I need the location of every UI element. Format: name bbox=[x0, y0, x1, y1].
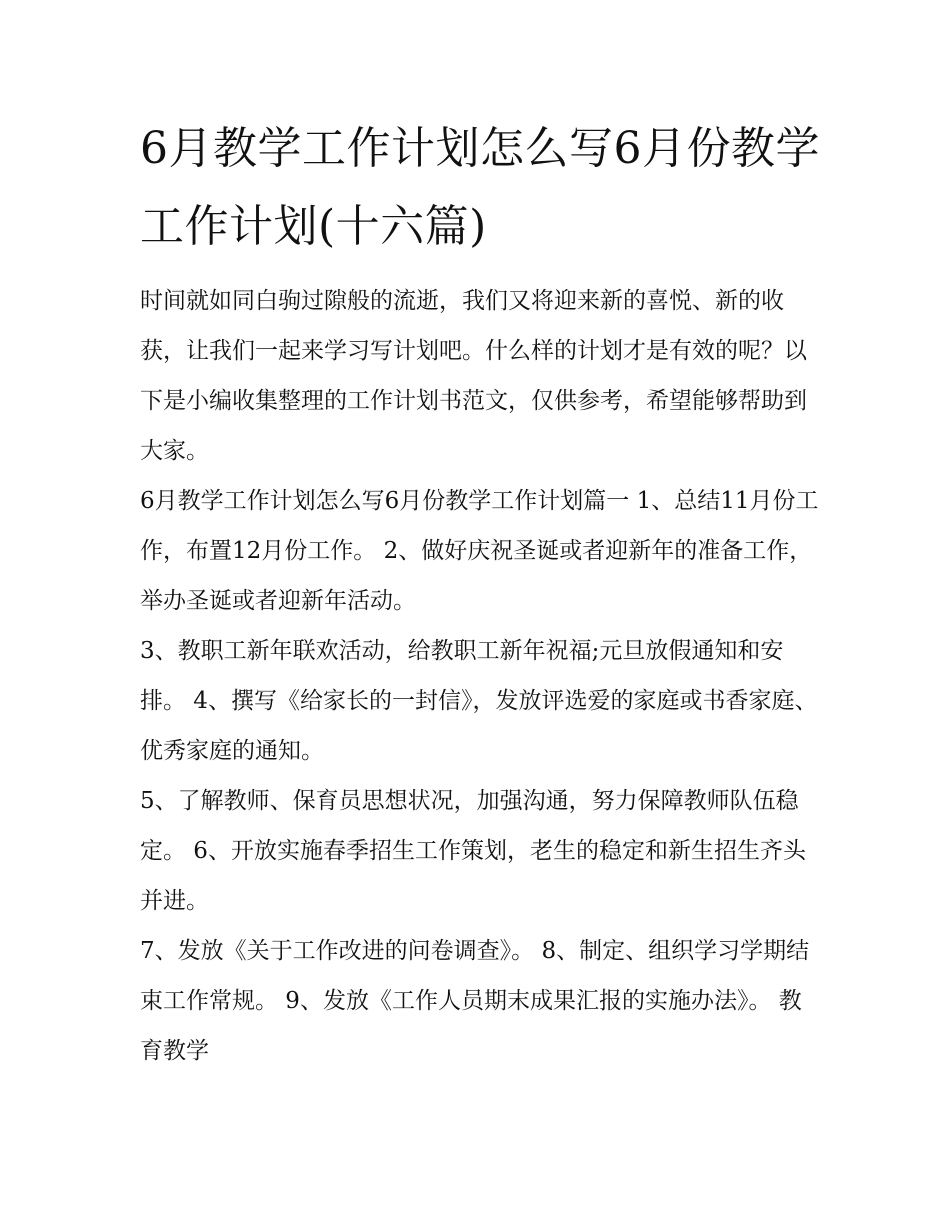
document-title: 6月教学工作计划怎么写6月份教学工作计划(十六篇) bbox=[140, 123, 820, 252]
plan-paragraph-2: 3、教职工新年联欢活动，给教职工新年祝福;元旦放假通知和安排。 4、撰写《给家长的一封信》，发放评选爱的家庭或书香家庭、优秀家庭的通知。 bbox=[140, 638, 818, 764]
plan-paragraph-4: 7、发放《关于工作改进的问卷调查》。 8、制定、组织学习学期结束工作常规。 9、发放《工作人员期末成果汇报的实施办法》。 教育教学 bbox=[140, 938, 810, 1064]
plan-paragraph-3: 5、了解教师、保育员思想状况，加强沟通，努力保障教师队伍稳定。 6、开放实施春季招生工作策划，老生的稳定和新生招生齐头并进。 bbox=[140, 788, 806, 914]
document-body bbox=[140, 110, 820, 1076]
plan-paragraph-1: 6月教学工作计划怎么写6月份教学工作计划篇一 1、总结11月份工作，布置12月份工作。 2、做好庆祝圣诞或者迎新年的准备工作，举办圣诞或者迎新年活动。 bbox=[140, 488, 819, 614]
intro-paragraph: 时间就如同白驹过隙般的流逝，我们又将迎来新的喜悦、新的收获，让我们一起来学习写计划吧。什么样的计划才是有效的呢？以下是小编收集整理的工作计划书范文，仅供参考，希望能够帮助到大家。 bbox=[140, 288, 807, 464]
